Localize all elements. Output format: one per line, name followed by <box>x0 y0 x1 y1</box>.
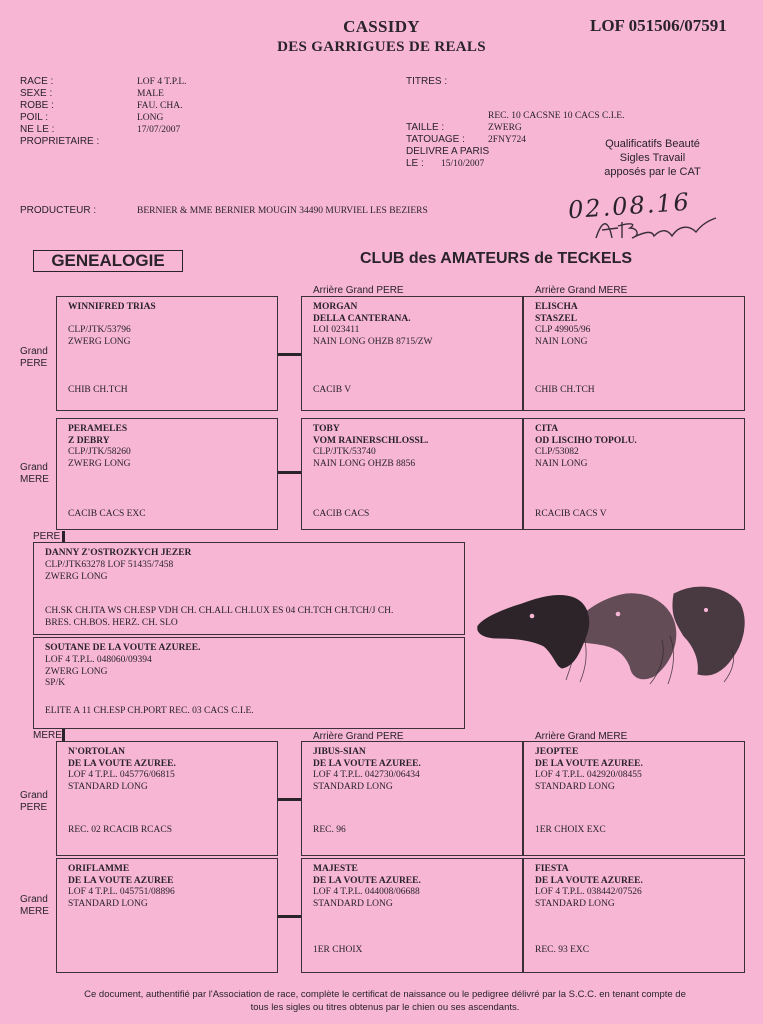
sexe-value: MALE <box>137 89 164 99</box>
dog-name: CASSIDY <box>343 17 420 36</box>
poil-label: POIL : <box>20 112 48 123</box>
ne-le-value: 17/07/2007 <box>137 125 181 135</box>
sire-granddam-box <box>56 418 278 530</box>
agp-name-1: MORGAN <box>313 302 358 312</box>
connector <box>62 531 65 542</box>
agm-titles: RCACIB CACS V <box>535 509 607 519</box>
agp-name-2: VOM RAINERSCHLOSSL. <box>313 435 429 446</box>
agm-reg: CLP 49905/96 <box>535 325 591 335</box>
pere-reg: CLP/JTK63278 LOF 51435/7458 <box>45 560 174 570</box>
pere-variety: ZWERG LONG <box>45 571 108 582</box>
tatouage-label: TATOUAGE : <box>406 134 465 145</box>
agm-reg: CLP/53082 <box>535 447 579 457</box>
agp-name-1: TOBY <box>313 424 340 434</box>
agp-titles: CACIB CACS <box>313 509 370 519</box>
qualif-line-2: Sigles Travail <box>619 152 686 164</box>
qualif-line-1: Qualificatifs Beauté <box>605 138 700 150</box>
agp-name-1: JIBUS-SIAN <box>313 747 366 757</box>
handwritten-date: 02.08.16 <box>567 187 692 225</box>
mere-label: MERE <box>33 730 62 741</box>
dam-gp-agm-box <box>523 741 745 856</box>
agm-titles: CHIB CH.TCH <box>535 385 595 395</box>
pere-box <box>33 542 465 635</box>
agp-name-2: DELLA CANTERANA. <box>313 313 411 324</box>
connector <box>278 471 301 474</box>
grandsire-name-1: N'ORTOLAN <box>68 747 126 757</box>
mere-titles: ELITE A 11 CH.ESP CH.PORT REC. 03 CACS C.I.E. <box>45 706 254 716</box>
dachshund-heads-illustration <box>474 580 749 685</box>
agm-name-2: DE LA VOUTE AZUREE. <box>535 758 643 769</box>
dam-gm-agm-box <box>523 858 745 973</box>
agm-titles: 1ER CHOIX EXC <box>535 825 606 835</box>
agp-titles: REC. 96 <box>313 825 346 835</box>
mere-note: SP/K <box>45 678 66 688</box>
handwritten-signature <box>592 214 722 244</box>
agp-variety: NAIN LONG OHZB 8715/ZW <box>313 336 433 347</box>
genealogie-title: GENEALOGIE <box>33 250 183 272</box>
agm-name-2: OD LISCIHO TOPOLU. <box>535 435 637 446</box>
agm-variety: STANDARD LONG <box>535 898 615 909</box>
titres-label: TITRES : <box>406 76 448 87</box>
kennel-name: DES GARRIGUES DE REALS <box>277 39 486 55</box>
grandsire-name: WINNIFRED TRIAS <box>68 302 156 312</box>
sexe-label: SEXE : <box>20 88 53 99</box>
col-header-agp: Arrière Grand PERE <box>313 731 404 742</box>
agp-name-1: MAJESTE <box>313 864 358 874</box>
mere-box <box>33 637 465 729</box>
mere-name: SOUTANE DE LA VOUTE AZUREE. <box>45 643 201 653</box>
pere-name: DANNY Z'OSTROZKYCH JEZER <box>45 548 192 558</box>
agp-name-2: DE LA VOUTE AZUREE. <box>313 758 421 769</box>
agp-reg: CLP/JTK/53740 <box>313 447 376 457</box>
grandsire-reg: CLP/JTK/53796 <box>68 325 131 335</box>
connector <box>278 915 301 918</box>
footer-line-1: Ce document, authentifié par l'Association de race, complète le certificat de naissance ou le pedigree délivré par la S.C.C. en tenant compte de <box>84 989 686 1000</box>
agm-name-2: STASZEL <box>535 313 578 324</box>
dam-gm-agp-box <box>301 858 523 973</box>
sire-gm-agp-box <box>301 418 523 530</box>
col-header-agm: Arrière Grand MERE <box>535 285 628 296</box>
footer-line-2: tous les sigles ou titres obtenus par le chien ou ses ascendants. <box>250 1002 520 1013</box>
robe-label: ROBE : <box>20 100 54 111</box>
granddam-name-2: DE LA VOUTE AZUREE <box>68 875 174 886</box>
lof-number: LOF 051506/07591 <box>590 16 727 35</box>
grandsire-titles: CHIB CH.TCH <box>68 385 128 395</box>
proprietaire-label: PROPRIETAIRE : <box>20 136 100 147</box>
granddam-name-1: PERAMELES <box>68 424 128 434</box>
sire-gp-agm-box <box>523 296 745 411</box>
agm-reg: LOF 4 T.P.L. 038442/07526 <box>535 887 642 897</box>
col-header-agp: Arrière Grand PERE <box>313 285 404 296</box>
producteur-value: BERNIER & MME BERNIER MOUGIN 34490 MURVIEL LES BEZIERS <box>137 206 428 216</box>
qualif-line-3: apposés par le CAT <box>604 166 701 178</box>
grandsire-reg: LOF 4 T.P.L. 045776/06815 <box>68 770 175 780</box>
agm-variety: NAIN LONG <box>535 458 588 469</box>
connector <box>278 798 301 801</box>
producteur-label: PRODUCTEUR : <box>20 205 97 216</box>
agm-name-1: ELISCHA <box>535 302 578 312</box>
pere-titles-2: BRES. CH.BOS. HERZ. CH. SLO <box>45 617 178 628</box>
dam-grandsire-box <box>56 741 278 856</box>
agp-variety: STANDARD LONG <box>313 781 393 792</box>
grandsire-variety: ZWERG LONG <box>68 336 131 347</box>
connector <box>62 729 65 741</box>
agm-name-1: CITA <box>535 424 559 434</box>
pere-titles-1: CH.SK CH.ITA WS CH.ESP VDH CH. CH.ALL CH.LUX ES 04 CH.TCH CH.TCH/J CH. <box>45 606 394 616</box>
grandsire-variety: STANDARD LONG <box>68 781 148 792</box>
grandsire-name-2: DE LA VOUTE AZUREE. <box>68 758 176 769</box>
granddam-reg: CLP/JTK/58260 <box>68 447 131 457</box>
mere-reg: LOF 4 T.P.L. 048060/09394 <box>45 655 152 665</box>
row-label-grand-mere: Grand MERE <box>20 462 49 485</box>
granddam-name-1: ORIFLAMME <box>68 864 130 874</box>
sire-gp-agp-box <box>301 296 523 411</box>
dam-granddam-box <box>56 858 278 973</box>
agm-reg: LOF 4 T.P.L. 042920/08455 <box>535 770 642 780</box>
row-label-grand-pere: Grand PERE <box>20 790 48 813</box>
agp-name-2: DE LA VOUTE AZUREE. <box>313 875 421 886</box>
taille-value: ZWERG <box>488 123 522 133</box>
tatouage-value: 2FNY724 <box>488 135 527 145</box>
pere-label: PERE <box>33 531 61 542</box>
robe-value: FAU. CHA. <box>137 101 183 111</box>
row-label-grand-pere: Grand PERE <box>20 346 48 369</box>
agm-name-1: FIESTA <box>535 864 569 874</box>
ne-le-label: NE LE : <box>20 124 55 135</box>
granddam-reg: LOF 4 T.P.L. 045751/08896 <box>68 887 175 897</box>
club-title: CLUB des AMATEURS de TECKELS <box>360 250 633 267</box>
footer-note <box>40 988 730 1014</box>
agp-variety: STANDARD LONG <box>313 898 393 909</box>
le-value: 15/10/2007 <box>441 159 485 169</box>
granddam-name-2: Z DEBRY <box>68 435 110 446</box>
agp-titles: 1ER CHOIX <box>313 945 363 955</box>
row-label-grand-mere: Grand MERE <box>20 894 49 917</box>
mere-variety: ZWERG LONG <box>45 666 108 677</box>
le-label: LE : <box>406 158 424 169</box>
granddam-titles: CACIB CACS EXC <box>68 509 146 519</box>
agm-name-1: JEOPTEE <box>535 747 579 757</box>
dam-gp-agp-box <box>301 741 523 856</box>
col-header-agm: Arrière Grand MERE <box>535 731 628 742</box>
agm-titles: REC. 93 EXC <box>535 945 590 955</box>
agp-titles: CACIB V <box>313 385 352 395</box>
granddam-variety: ZWERG LONG <box>68 458 131 469</box>
poil-value: LONG <box>137 113 164 123</box>
agp-reg: LOF 4 T.P.L. 044008/06688 <box>313 887 420 897</box>
race-label: RACE : <box>20 76 54 87</box>
connector <box>278 353 301 356</box>
agm-variety: NAIN LONG <box>535 336 588 347</box>
sire-gm-agm-box <box>523 418 745 530</box>
agp-reg: LOF 4 T.P.L. 042730/06434 <box>313 770 420 780</box>
grandsire-titles: REC. 02 RCACIB RCACS <box>68 825 172 835</box>
titres-value: REC. 10 CACSNE 10 CACS C.I.E. <box>488 111 625 121</box>
sire-grandsire-box <box>56 296 278 411</box>
agm-name-2: DE LA VOUTE AZUREE. <box>535 875 643 886</box>
race-value: LOF 4 T.P.L. <box>137 77 187 87</box>
taille-label: TAILLE : <box>406 122 445 133</box>
agp-variety: NAIN LONG OHZB 8856 <box>313 458 416 469</box>
delivre-label: DELIVRE A PARIS <box>406 146 490 157</box>
agp-reg: LOI 023411 <box>313 325 360 335</box>
granddam-variety: STANDARD LONG <box>68 898 148 909</box>
agm-variety: STANDARD LONG <box>535 781 615 792</box>
